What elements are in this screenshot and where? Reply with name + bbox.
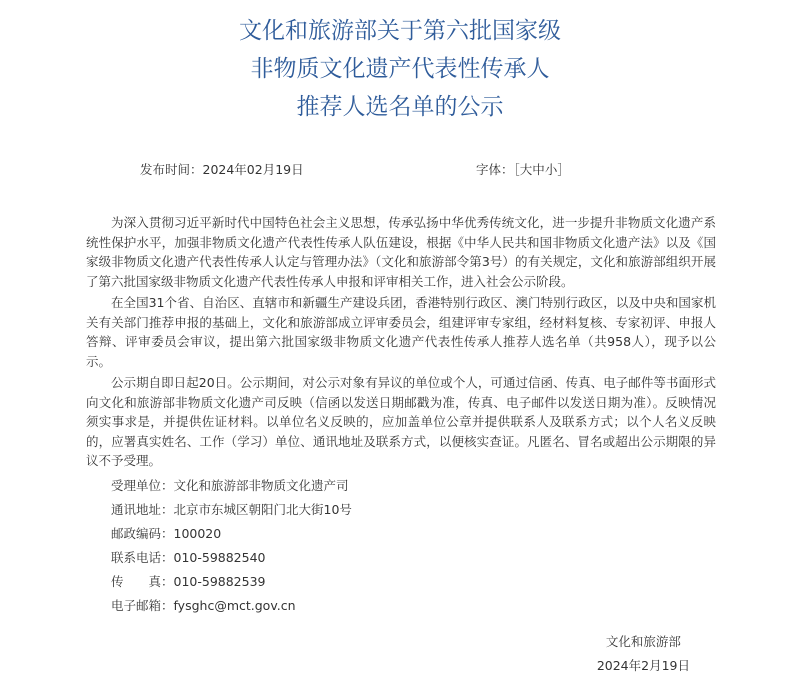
contact-phone: 联系电话：010-59882540 — [111, 549, 266, 565]
font-bracket-close: ］ — [557, 162, 570, 177]
paragraph-2: 在全国31个省、自治区、直辖市和新疆生产建设兵团，香港特别行政区、澳门特别行政区，以及中央和国家机关有关部门推荐申报的基础上，文化和旅游部成立评审委员会，组建评审专家组，经材料复核、专家初评、申报人答辩、评审委员会审议，提出第六批国家级非物质文化遗产代表性传承人推荐人选名单（共958人），现予以公示。 — [86, 295, 716, 369]
title-line-2: 非物质文化遗产代表性传承人 — [250, 56, 550, 82]
title-line-3: 推荐人选名单的公示 — [296, 94, 504, 120]
publish-date: 发布时间：2024年02月19日 — [140, 162, 304, 177]
font-small-link[interactable]: 小 — [544, 162, 558, 177]
font-size-label: 字体： — [476, 162, 514, 177]
signature-block — [597, 630, 690, 678]
font-medium-link[interactable]: 中 — [532, 162, 545, 177]
contact-postcode: 邮政编码：100020 — [111, 525, 222, 541]
signature-org: 文化和旅游部 — [605, 634, 681, 649]
paragraph-3: 公示期自即日起20日。公示期间，对公示对象有异议的单位或个人，可通过信函、传真、电子邮件等书面形式向文化和旅游部非物质文化遗产司反映（信函以发送日期邮戳为准，传真、电子邮件以发送日期为准）。反映情况须实事求是，并提供佐证材料。以单位名义反映的，应加盖单位公章并提供联系人及联系方式；以个人名义反映的，应署真实姓名、工作（学习）单位、通讯地址及联系方式，以便核实查证。凡匿名、冒名或超出公示期限的异议不予受理。 — [86, 375, 716, 468]
font-size-control — [476, 160, 570, 178]
contact-info — [86, 474, 716, 618]
article-content — [86, 213, 716, 618]
signature-date: 2024年2月19日 — [596, 658, 690, 673]
font-large-link[interactable]: 大 — [519, 162, 533, 177]
contact-email: 电子邮箱：fysghc@mct.gov.cn — [111, 597, 296, 613]
meta-row — [0, 160, 800, 180]
title-line-1: 文化和旅游部关于第六批国家级 — [239, 18, 561, 44]
page-title — [0, 12, 800, 126]
contact-unit: 受理单位：文化和旅游部非物质文化遗产司 — [111, 477, 349, 493]
contact-address: 通讯地址：北京市东城区朝阳门北大街10号 — [111, 501, 352, 517]
font-bracket-open: ［ — [513, 162, 520, 177]
paragraph-1: 为深入贯彻习近平新时代中国特色社会主义思想，传承弘扬中华优秀传统文化，进一步提升非物质文化遗产系统性保护水平，加强非物质文化遗产代表性传承人队伍建设，根据《中华人民共和国非物质文化遗产法》以及《国家级非物质文化遗产代表性传承人认定与管理办法》（文化和旅游部令第3号）的有关规定，文化和旅游部组织开展了第六批国家级非物质文化遗产代表性传承人申报和评审相关工作，进入社会公示阶段。 — [86, 215, 716, 289]
contact-fax: 传 真：010-59882539 — [111, 573, 266, 589]
